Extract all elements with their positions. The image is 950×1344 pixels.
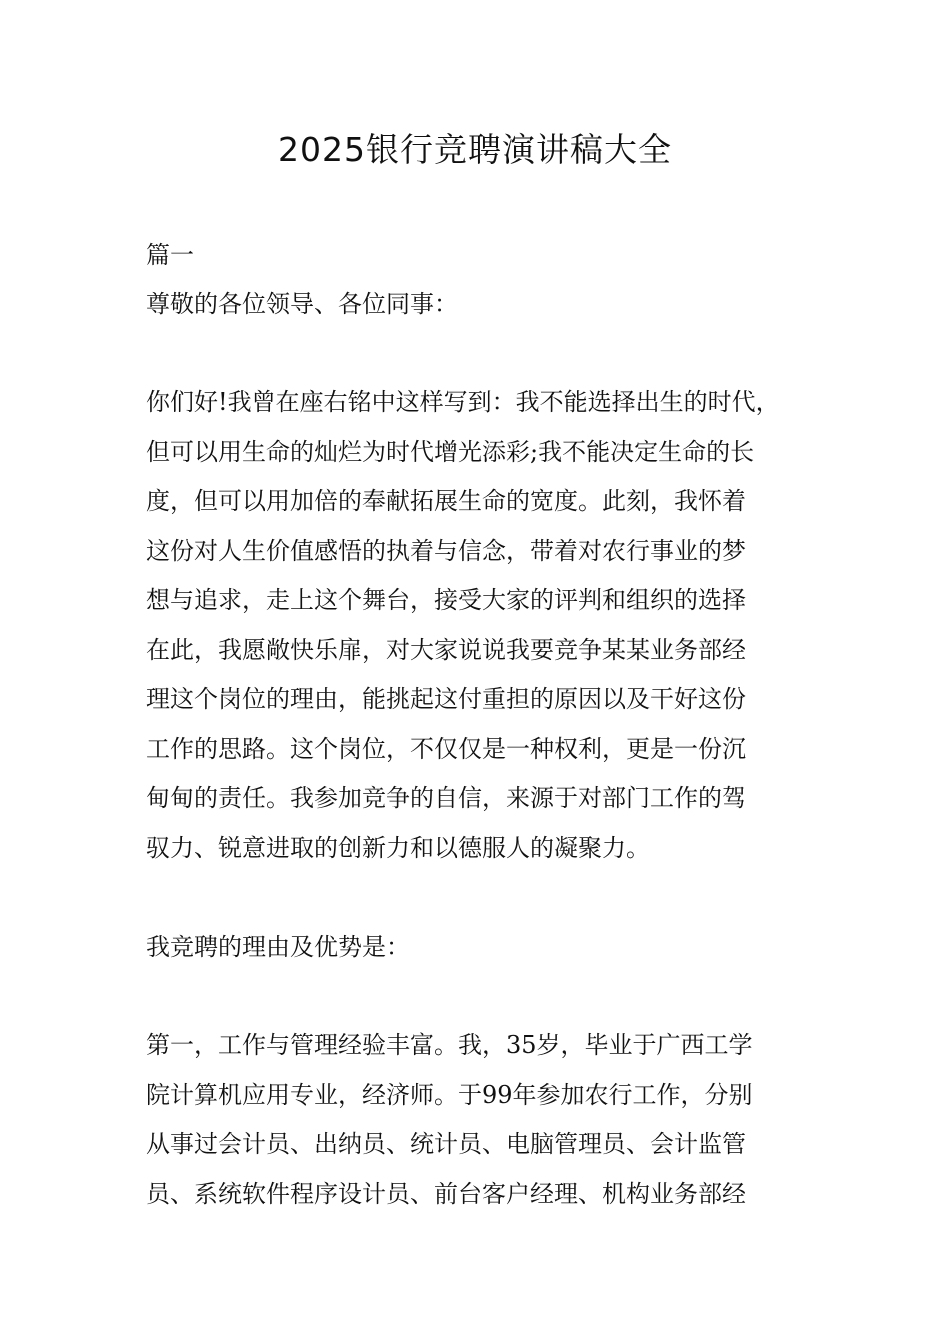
paragraph-line: 院计算机应用专业，经济师。于99年参加农行工作，分别 — [146, 1080, 753, 1109]
paragraph-line: 但可以用生命的灿烂为时代增光添彩;我不能决定生命的长 — [146, 437, 755, 466]
paragraph-intro — [146, 378, 822, 873]
paragraph-line: 工作的思路。这个岗位，不仅仅是一种权利，更是一份沉 — [146, 734, 746, 763]
paragraph-line: 度，但可以用加倍的奉献拓展生命的宽度。此刻，我怀着 — [146, 487, 746, 515]
paragraph-line: 员、系统软件程序设计员、前台客户经理、机构业务部经 — [146, 1179, 746, 1208]
salutation: 尊敬的各位领导、各位同事： — [146, 290, 458, 318]
paragraph-line: 驭力、锐意进取的创新力和以德服人的凝聚力。 — [146, 833, 650, 862]
document-title: 2025银行竞聘演讲稿大全 — [278, 130, 672, 169]
paragraph-line: 你们好!我曾在座右铭中这样写到：我不能选择出生的时代， — [146, 388, 780, 416]
paragraph-line: 在此，我愿敞快乐扉，对大家说说我要竞争某某业务部经 — [146, 635, 746, 664]
paragraph-line: 甸甸的责任。我参加竞争的自信，来源于对部门工作的驾 — [146, 784, 746, 812]
paragraph-reasons — [146, 1021, 822, 1219]
reasons-heading: 我竞聘的理由及优势是： — [146, 933, 410, 961]
paragraph-line: 理这个岗位的理由，能挑起这付重担的原因以及干好这份 — [146, 685, 746, 713]
section-label: 篇一 — [146, 241, 194, 269]
paragraph-line: 第一，工作与管理经验丰富。我，35岁，毕业于广西工学 — [146, 1031, 753, 1059]
paragraph-line: 从事过会计员、出纳员、统计员、电脑管理员、会计监管 — [146, 1130, 746, 1158]
paragraph-line: 想与追求，走上这个舞台，接受大家的评判和组织的选择 — [146, 586, 746, 614]
paragraph-line: 这份对人生价值感悟的执着与信念，带着对农行事业的梦 — [146, 536, 746, 565]
